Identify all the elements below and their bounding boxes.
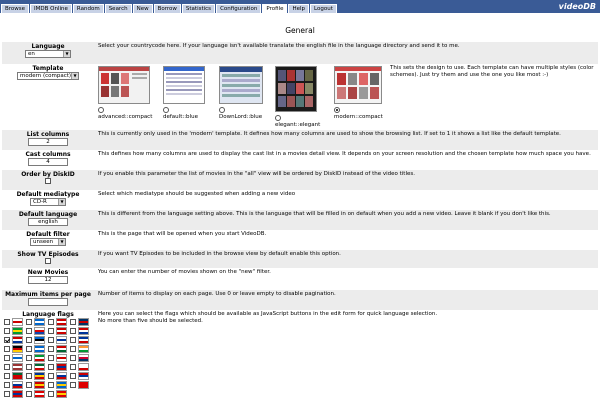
template-option-default-blue[interactable] xyxy=(163,66,209,118)
flag-option-italy[interactable] xyxy=(26,354,46,363)
nav-tab-search[interactable]: Search xyxy=(105,4,132,13)
flag-checkbox[interactable] xyxy=(4,382,10,388)
flag-option-turkey[interactable] xyxy=(26,390,46,399)
flag-china-icon xyxy=(78,381,89,389)
flag-option-germany[interactable] xyxy=(4,345,24,354)
flag-checkbox[interactable] xyxy=(26,355,32,361)
template-radio[interactable] xyxy=(163,107,169,113)
flag-spain-icon xyxy=(34,381,45,389)
flag-uk-icon xyxy=(78,318,89,326)
setting-cast-columns xyxy=(2,150,598,170)
show-tv-checkbox[interactable] xyxy=(45,258,51,264)
default-mediatype-select[interactable] xyxy=(30,198,66,206)
template-preview-default xyxy=(163,66,205,104)
template-radio[interactable] xyxy=(98,107,104,113)
flag-denmark-icon xyxy=(56,327,67,335)
cast-columns-label: Cast columns xyxy=(25,151,71,158)
language-description: Select your countrycode here. If your language isn't available translate the english file in the language directory and send it to me. xyxy=(98,43,460,49)
nav-tab-logout[interactable]: Logout xyxy=(310,4,337,13)
flag-vietnam-icon xyxy=(56,390,67,398)
flag-checkbox[interactable] xyxy=(4,337,10,343)
default-filter-label: Default filter xyxy=(26,231,70,238)
cast-columns-description: This defines how many columns are used to display the cast list in a movies detail view. It depends on your screen resolution and the chosen template how much space you have. xyxy=(98,151,591,157)
setting-order-by-diskid xyxy=(2,170,598,190)
default-mediatype-description: Select which mediatype should be suggested when adding a new video xyxy=(98,191,296,197)
default-filter-value: unseen xyxy=(33,239,54,245)
setting-new-movies xyxy=(2,268,598,290)
setting-language xyxy=(2,42,598,64)
show-tv-label: Show TV Episodes xyxy=(17,251,79,258)
nav-tab-help[interactable]: Help xyxy=(288,4,309,13)
template-radio[interactable] xyxy=(219,107,225,113)
flag-option-vietnam[interactable] xyxy=(48,390,68,399)
flag-greece-icon xyxy=(34,345,45,353)
nav-tab-borrow[interactable]: Borrow xyxy=(154,4,181,13)
flag-checkbox[interactable] xyxy=(70,355,76,361)
max-items-input[interactable] xyxy=(28,298,68,306)
flag-checkbox[interactable] xyxy=(26,382,32,388)
order-by-diskid-checkbox[interactable] xyxy=(45,178,51,184)
nav-tab-profile[interactable]: Profile xyxy=(262,4,287,13)
flag-option-mexico[interactable] xyxy=(26,363,46,372)
language-flags-label: Language flags xyxy=(22,311,74,318)
template-preview-elegant xyxy=(275,66,317,112)
flag-option-romania[interactable] xyxy=(26,372,46,381)
flag-option-uk[interactable] xyxy=(70,318,90,327)
new-movies-input[interactable]: 12 xyxy=(28,276,68,284)
flag-option-denmark[interactable] xyxy=(48,318,68,327)
flag-option-czech-republic[interactable] xyxy=(26,327,46,336)
flag-option-serbia[interactable] xyxy=(70,372,90,381)
order-by-diskid-description: If you enable this parameter the list of movies in the "all" view will be ordered by DiskID instead of the video titles. xyxy=(98,171,415,177)
nav-tab-imdb-online[interactable]: IMDB Online xyxy=(30,4,72,13)
flag-checkbox[interactable] xyxy=(26,391,32,397)
flag-russia-icon xyxy=(56,372,67,380)
flag-checkbox[interactable] xyxy=(4,328,10,334)
setting-default-mediatype xyxy=(2,190,598,210)
template-option-downlord-blue[interactable] xyxy=(219,66,265,118)
flag-korea-icon xyxy=(78,354,89,362)
template-radio[interactable] xyxy=(334,107,340,113)
template-select-value: modern (compact) xyxy=(20,73,72,79)
nav-tab-new[interactable]: New xyxy=(133,4,153,13)
flag-option-russia[interactable] xyxy=(48,372,68,381)
setting-max-items-per-page xyxy=(2,290,598,310)
flag-italy-icon xyxy=(34,354,45,362)
default-filter-description: This is the page that will be opened when you start VideoDB. xyxy=(98,231,267,237)
setting-default-language xyxy=(2,210,598,230)
flag-estonia-icon xyxy=(34,336,45,344)
flag-turkey-icon xyxy=(34,390,45,398)
flag-checkbox[interactable] xyxy=(26,364,32,370)
flag-england-icon xyxy=(12,318,23,326)
flag-latvia-icon xyxy=(12,363,23,371)
flag-option-usa[interactable] xyxy=(4,336,24,345)
default-filter-select[interactable] xyxy=(30,238,66,246)
flag-option-korea[interactable] xyxy=(70,354,90,363)
flag-checkbox[interactable] xyxy=(48,346,54,352)
flag-checkbox[interactable] xyxy=(4,391,10,397)
flag-slovakia-icon xyxy=(12,381,23,389)
flag-option-brazil[interactable] xyxy=(4,327,24,336)
template-option-label: elegant::elegant xyxy=(275,122,321,128)
order-by-diskid-label: Order by DiskID xyxy=(21,171,75,178)
flag-romania-icon xyxy=(34,372,45,380)
flag-czech-republic-icon xyxy=(34,327,45,335)
flag-option-sweden[interactable] xyxy=(48,381,68,390)
show-tv-description: If you want TV Episodes to be included in the browse view by default enable this option. xyxy=(98,251,341,257)
nav-tab-statistics[interactable]: Statistics xyxy=(182,4,215,13)
page-title: General xyxy=(285,26,315,35)
flag-japan-icon xyxy=(56,354,67,362)
template-option-advanced-compact[interactable] xyxy=(98,66,153,120)
max-items-label: Maximum items per page xyxy=(5,291,91,298)
app-logo: videoDB xyxy=(558,2,596,11)
flag-checkbox[interactable] xyxy=(48,382,54,388)
flag-option-china[interactable] xyxy=(70,381,90,390)
template-select[interactable] xyxy=(17,72,79,80)
new-movies-label: New Movies xyxy=(27,269,69,276)
flag-checkbox[interactable] xyxy=(4,319,10,325)
default-language-description: This is different from the language setting above. This is the language that will be filled in on default when you add a new video. Leave it blank if you don't like this. xyxy=(98,211,551,217)
flag-norway-icon xyxy=(56,363,67,371)
flag-checkbox[interactable] xyxy=(48,337,54,343)
language-flags-description xyxy=(98,311,596,325)
flag-checkbox[interactable] xyxy=(4,373,10,379)
flag-sweden-icon xyxy=(56,381,67,389)
nav-tab-configuration[interactable]: Configuration xyxy=(216,4,261,13)
nav-tab-random[interactable]: Random xyxy=(73,4,104,13)
setting-template xyxy=(2,64,598,130)
flag-checkbox[interactable] xyxy=(26,337,32,343)
flag-option-scotland[interactable] xyxy=(26,318,46,327)
flag-checkbox[interactable] xyxy=(48,328,54,334)
cast-columns-input[interactable]: 4 xyxy=(28,158,68,166)
flag-option-netherlands[interactable] xyxy=(70,327,90,336)
flag-checkbox[interactable] xyxy=(48,319,54,325)
flag-serbia-icon xyxy=(78,372,89,380)
flag-checkbox[interactable] xyxy=(26,328,32,334)
flag-option-spain[interactable] xyxy=(26,381,46,390)
language-label: Language xyxy=(31,43,65,50)
default-mediatype-label: Default mediatype xyxy=(16,191,80,198)
language-select-value: en xyxy=(28,51,35,57)
flag-option-poland[interactable] xyxy=(70,363,90,372)
flag-checkbox[interactable] xyxy=(70,328,76,334)
template-preview-advanced xyxy=(98,66,150,104)
flag-checkbox[interactable] xyxy=(48,391,54,397)
flag-scotland-icon xyxy=(34,318,45,326)
flag-checkbox[interactable] xyxy=(48,355,54,361)
flag-option-japan[interactable] xyxy=(48,354,68,363)
template-preview-modern xyxy=(334,66,382,104)
flag-checkbox[interactable] xyxy=(70,382,76,388)
template-option-label: default::blue xyxy=(163,114,198,120)
default-language-label: Default language xyxy=(18,211,78,218)
template-option-label: DownLord::blue xyxy=(219,114,263,120)
language-flags-note: No more than five should be selected. xyxy=(98,318,203,324)
top-navigation-bar xyxy=(0,0,600,13)
list-columns-label: List columns xyxy=(26,131,70,138)
flag-checkbox[interactable] xyxy=(4,355,10,361)
nav-tab-browse[interactable]: Browse xyxy=(1,4,29,13)
flag-option-slovakia[interactable] xyxy=(4,381,24,390)
language-select[interactable] xyxy=(25,50,71,58)
template-preview-downlord xyxy=(219,66,263,104)
flag-france-icon xyxy=(78,336,89,344)
flag-checkbox[interactable] xyxy=(70,319,76,325)
flag-israel-icon xyxy=(12,354,23,362)
flag-denmark-icon xyxy=(56,318,67,326)
chevron-down-icon: ▼ xyxy=(71,73,78,79)
setting-default-filter xyxy=(2,230,598,250)
flag-thailand-icon xyxy=(12,390,23,398)
chevron-down-icon: ▼ xyxy=(58,199,65,205)
flag-checkbox[interactable] xyxy=(26,319,32,325)
language-flags-desc-text: Here you can select the flags which should be available as JavaScript buttons in the edit form for quick language selection. xyxy=(98,311,438,317)
flag-option-estonia[interactable] xyxy=(26,336,46,345)
flag-checkbox[interactable] xyxy=(26,346,32,352)
flag-option-denmark[interactable] xyxy=(48,327,68,336)
flag-checkbox[interactable] xyxy=(4,346,10,352)
flag-india-icon xyxy=(78,345,89,353)
flag-netherlands-icon xyxy=(78,327,89,335)
flag-hungary-icon xyxy=(56,345,67,353)
flag-option-hungary[interactable] xyxy=(48,345,68,354)
new-movies-description: You can enter the number of movies shown on the "new" filter. xyxy=(98,269,271,275)
flag-option-finland[interactable] xyxy=(48,336,68,345)
max-items-description: Number of items to display on each page. Use 0 or leave empty to disable pagination. xyxy=(98,291,336,297)
flag-checkbox[interactable] xyxy=(4,364,10,370)
flag-germany-icon xyxy=(12,345,23,353)
flag-option-portugal[interactable] xyxy=(4,372,24,381)
template-label: Template xyxy=(32,65,64,72)
flag-checkbox[interactable] xyxy=(26,373,32,379)
flag-option-norway[interactable] xyxy=(48,363,68,372)
flag-mexico-icon xyxy=(34,363,45,371)
flag-option-france[interactable] xyxy=(70,336,90,345)
flag-grid xyxy=(4,318,94,400)
flag-option-israel[interactable] xyxy=(4,354,24,363)
default-language-input[interactable]: english xyxy=(28,218,68,226)
flag-poland-icon xyxy=(78,363,89,371)
chevron-down-icon: ▼ xyxy=(63,51,70,57)
flag-checkbox[interactable] xyxy=(70,364,76,370)
chevron-down-icon: ▼ xyxy=(58,239,65,245)
flag-usa-icon xyxy=(12,336,23,344)
flag-option-latvia[interactable] xyxy=(4,363,24,372)
flag-option-thailand[interactable] xyxy=(4,390,24,399)
template-option-elegant-elegant[interactable] xyxy=(275,66,321,128)
flag-checkbox[interactable] xyxy=(70,373,76,379)
template-option-label: advanced::compact xyxy=(98,114,153,120)
template-radio[interactable] xyxy=(275,115,281,121)
setting-list-columns xyxy=(2,130,598,150)
default-mediatype-value: CD-R xyxy=(33,199,47,205)
flag-option-greece[interactable] xyxy=(26,345,46,354)
flag-checkbox[interactable] xyxy=(70,346,76,352)
flag-finland-icon xyxy=(56,336,67,344)
template-option-label: modern::compact xyxy=(334,114,383,120)
flag-checkbox[interactable] xyxy=(70,337,76,343)
list-columns-input[interactable]: 2 xyxy=(28,138,68,146)
flag-option-india[interactable] xyxy=(70,345,90,354)
template-option-modern-compact[interactable] xyxy=(334,66,384,118)
nav-tabs xyxy=(1,4,338,13)
flag-brazil-icon xyxy=(12,327,23,335)
template-description: This sets the design to use. Each template can have multiple styles (color schemes). Just try them and use the one you like most :-) xyxy=(390,65,594,78)
flag-checkbox[interactable] xyxy=(48,364,54,370)
flag-portugal-icon xyxy=(12,372,23,380)
flag-option-england[interactable] xyxy=(4,318,24,327)
list-columns-description: This is currently only used in the 'modern' template. It defines how many columns are used to show the browsing list. If set to 1 it shows a list like the default template. xyxy=(98,131,561,137)
setting-show-tv-episodes xyxy=(2,250,598,268)
flag-checkbox[interactable] xyxy=(48,373,54,379)
